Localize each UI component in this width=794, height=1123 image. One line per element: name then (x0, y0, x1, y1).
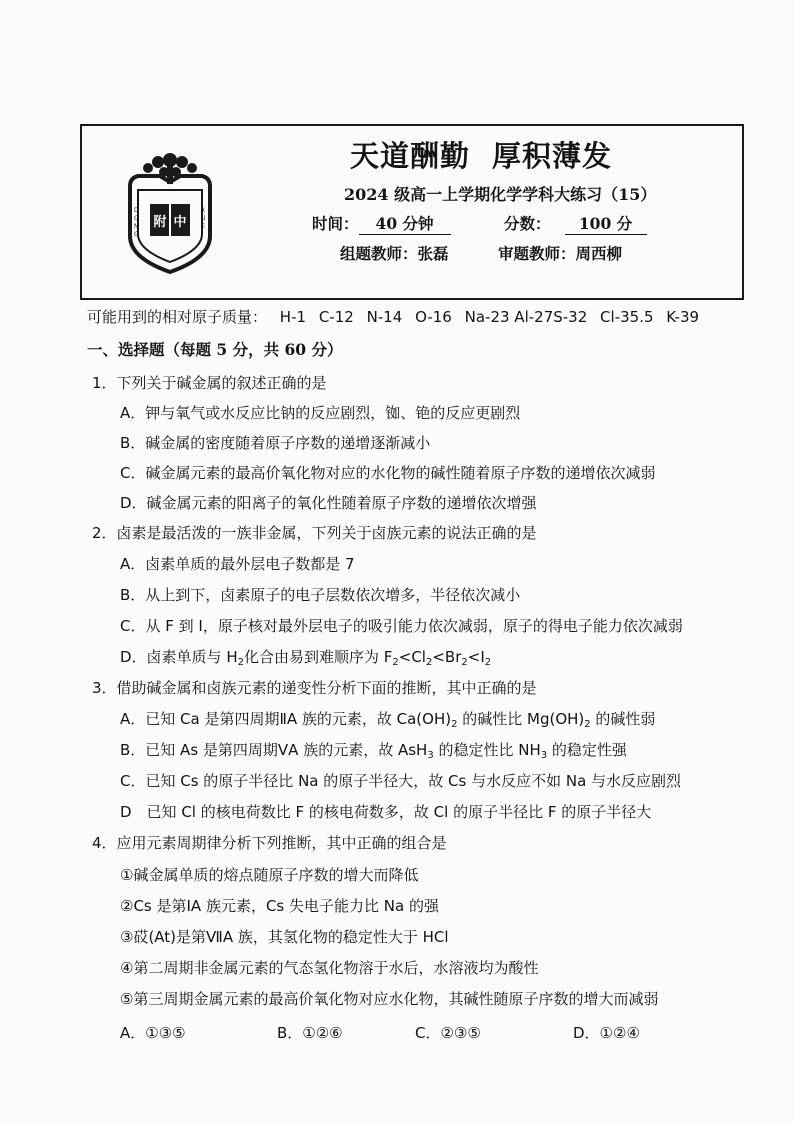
svg-text:中: 中 (173, 215, 187, 230)
motto (350, 134, 612, 175)
svg-text:G: G (134, 231, 139, 238)
question-2-option-d: D．卤素单质与 $H_2$化合由易到难顺序为 $F_2<Cl_2<Br_2<I_2$ (120, 648, 492, 668)
question-4-choice-b: B．①②⑥ (277, 1024, 343, 1042)
question-4-statement: ④第二周期非金属元素的气态氢化物溶于水后，水溶液均为酸性 (120, 959, 539, 977)
question-3-option-d: D 已知 Cl 的核电荷数比 F 的核电荷数多，故 Cl 的原子半径比 F 的原子半径大 (120, 803, 652, 821)
question-4-stem: 4．应用元素周期律分析下列推断，其中正确的组合是 (92, 834, 447, 852)
exam-header (80, 124, 744, 300)
time-row (312, 212, 451, 235)
question-1-option-d: D．碱金属元素的阳离子的氧化性随着原子序数的递增依次增强 (120, 494, 537, 512)
atomic-mass-value: H-1 (279, 308, 307, 326)
question-1-option-b: B．碱金属的密度随着原子序数的递增逐渐减小 (120, 434, 431, 452)
score-value: 100 分 (565, 212, 647, 235)
question-2-option-b: B．从上到下，卤素原子的电子层数依次增多，半径依次减小 (120, 586, 521, 604)
question-2-option-c: C．从 F 到 I，原子核对最外层电子的吸引能力依次减弱，原子的得电子能力依次减弱 (120, 617, 683, 635)
question-4-statement: ③砹(At)是第ⅦA 族，其氢化物的稳定性大于 HCl (120, 928, 449, 946)
question-4-choice-d: D．①②④ (573, 1024, 640, 1042)
question-1-option-a: A．钾与氧气或水反应比钠的反应剧烈，铷、铯的反应更剧烈 (120, 404, 521, 422)
question-4-statement: ②Cs 是第ⅠA 族元素，Cs 失电子能力比 Na 的强 (120, 897, 439, 915)
atomic-mass-value: Na-23 Al-27S-32 (464, 308, 588, 326)
atomic-masses-label: 可能用到的相对原子质量： (87, 308, 268, 326)
question-2-stem: 2．卤素是最活泼的一族非金属，下列关于卤族元素的说法正确的是 (92, 524, 537, 542)
svg-text:附: 附 (153, 215, 167, 230)
atomic-mass-value: O-16 (415, 308, 452, 326)
time-value: 40 分钟 (359, 212, 451, 235)
question-1-option-c: C．碱金属元素的最高价氧化物对应的水化物的碱性随着原子序数的递增依次减弱 (120, 464, 656, 482)
section-title: 一、选择题（每题 5 分，共 60 分） (87, 340, 343, 359)
question-3-option-c: C．已知 Cs 的原子半径比 Na 的原子半径大，故 Cs 与水反应不如 Na 与水反应剧烈 (120, 772, 682, 790)
exam-title: 2024 级高一上学期化学学科大练习（15） (344, 185, 657, 204)
motto-part-2: 厚积薄发 (492, 139, 613, 173)
question-1-stem: 1．下列关于碱金属的叙述正确的是 (92, 374, 327, 392)
setter-teacher: 组题教师：张磊 (340, 244, 449, 263)
svg-text:U: U (201, 215, 206, 222)
atomic-mass-value: C-12 (318, 308, 354, 326)
question-4-choice-a: A．①③⑤ (120, 1024, 186, 1042)
svg-text:O: O (134, 215, 139, 222)
atomic-mass-value: K-39 (666, 308, 700, 326)
motto-part-1: 天道酬勤 (350, 139, 471, 173)
svg-text:D: D (134, 207, 139, 214)
atomic-mass-value: Cl-35.5 (600, 308, 654, 326)
question-3-stem: 3．借助碱金属和卤族元素的递变性分析下面的推断，其中正确的是 (92, 679, 537, 697)
question-3-option-a: A．已知 Ca 是第四周期ⅡA 族的元素，故 $Ca(OH)_2$ 的碱性比 $Mg(OH)_2$ 的碱性弱 (120, 710, 656, 730)
svg-text:N: N (134, 223, 139, 230)
svg-text:E: E (201, 223, 205, 230)
score-label: 分数： (504, 214, 551, 233)
school-emblem-icon (120, 146, 220, 276)
atomic-masses (87, 306, 699, 327)
question-2-option-a: A．卤素单质的最外层电子数都是 7 (120, 555, 355, 573)
svg-text:X: X (201, 207, 206, 214)
question-4-statement: ①碱金属单质的熔点随原子序数的增大而降低 (120, 866, 419, 884)
time-label: 时间： (312, 214, 359, 233)
reviewer-teacher: 审题教师：周西柳 (498, 244, 623, 263)
atomic-mass-value: N-14 (366, 308, 403, 326)
score-row (504, 212, 647, 235)
question-4-statement: ⑤第三周期金属元素的最高价氧化物对应水化物，其碱性随原子序数的增大而减弱 (120, 990, 659, 1008)
question-3-option-b: B．已知 As 是第四周期ⅤA 族的元素，故 AsH$_3$ 的稳定性比 $NH_3$ 的稳定性强 (120, 741, 627, 761)
question-4-choice-c: C．②③⑤ (415, 1024, 481, 1042)
